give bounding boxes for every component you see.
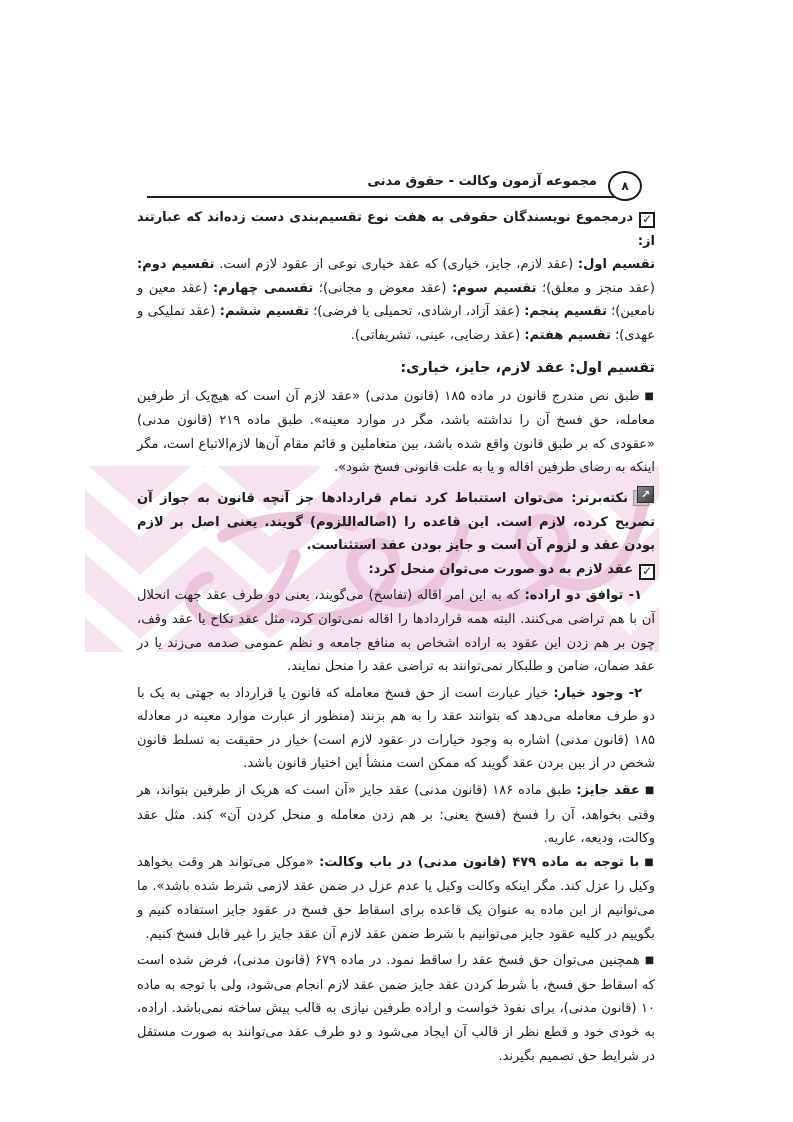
article-185-text: طبق نص مندرج قانون در ماده ۱۸۵ (قانون مدنی) «عقد لازم آن است که هیچ‌یک از طرفین معامله، حق فسخ آن را نداشته باشد، مگر در موارد معینه». طبق ماده ۲۱۹ (قانون مدنی) «عقودی که بر طبق قانون واقع شده باشد، بین متعاملین و قائم مقام آن‌ها لازم‌الاتباع است، مگر اینکه به رضای طرفین اقاله و یا به علت قانونی فسخ شود». <box>137 388 655 476</box>
item-2-paragraph <box>137 682 655 776</box>
square-bullet-icon: ■ <box>644 390 655 402</box>
page-number-badge <box>608 171 642 201</box>
item-1-text: ۱- توافق دو اراده: که به این امر اقاله (تفاسخ) می‌گویند، یعنی دو طرف عقد جهت انحلال آن با هم تراضی می‌کنند. البته همه قراردادها را اقاله نمی‌توان کرد، مثل عقد نکاح یا عقد وقف، چون بر هم زدن این عقود به اراده اشخاص به منافع جامعه و نظم عمومی صدمه می‌زند یا در عقد ضمان، ضامن و طلبکار نمی‌توانند به تراضی عقد را منحل نمایند. <box>137 588 655 675</box>
jayez-paragraph <box>137 779 655 851</box>
jayez-text: عقد جایز: طبق ماده ۱۸۶ (قانون مدنی) عقد جایز «آن است که هریک از طرفین بتواند، هر وقتی بخواهد، آن را فسخ (فسخ یعنی: بر هم زدن معامله و منحل کردن آن» کند. مثل عقد وکالت، ودیعه، عاریه. <box>137 783 655 847</box>
square-bullet-icon: ■ <box>644 955 655 967</box>
note-text: نکته‌برتر: می‌توان استنباط کرد تمام قراردادها جز آنچه قانون به جواز آن تصریح کرده، لازم است. این قاعده را (اصاله‌اللزوم) گویند. یعنی اصل بر لازم بودن عقد و لزوم آن است و جایز بودن عقد استثناست. <box>137 490 655 554</box>
article-185-paragraph <box>137 385 655 480</box>
square-bullet-icon: ■ <box>644 856 655 868</box>
dissolve-text: عقد لازم به دو صورت می‌توان منحل کرد: <box>368 561 633 577</box>
square-bullet-icon: ■ <box>644 785 655 797</box>
checked-checkbox-icon: ✓ <box>639 564 655 580</box>
page-content <box>137 206 655 1068</box>
page-header <box>0 168 793 202</box>
intro-line <box>137 206 655 253</box>
note-paragraph <box>137 486 655 558</box>
item-1-paragraph <box>137 584 655 678</box>
article-479-text: با توجه به ماده ۴۷۹ (قانون مدنی) در باب وکالت: «موکل می‌تواند هر وقت بخواهد وکیل را عزل کند. مگر اینکه وکالت وکیل یا عدم عزل در ضمن عقد لازمی شرط شده باشد». ما می‌توانیم از این ماده به عنوان یک قاعده برای اسقاط حق فسخ در عقود جایز استفاده کنیم و بگوییم در کلیه عقود جایز می‌توانیم با شرط ضمن عقد لازم آن عقد جایز را غیر قابل فسخ کنیم. <box>137 854 655 942</box>
page-number: ۸ <box>621 179 629 193</box>
article-679-paragraph <box>137 949 655 1068</box>
header-divider <box>147 196 615 198</box>
divisions-paragraph <box>137 253 655 347</box>
intro-text: درمجموع نویسندگان حقوقی به هفت نوع تقسیم‌بندی دست زده‌اند که عبارتند از: <box>137 210 655 249</box>
header-title: مجموعه آزمون وکالت - حقوق مدنی <box>367 174 597 189</box>
note-arrow-icon: ↗ <box>631 486 655 506</box>
section-heading: تقسیم اول: عقد لازم، جایز، خیاری: <box>400 359 655 376</box>
article-479-paragraph <box>137 851 655 946</box>
dissolve-line <box>137 558 655 582</box>
article-679-text: همچنین می‌توان حق فسخ عقد را ساقط نمود. در ماده ۶۷۹ (قانون مدنی)، فرض شده است که اسقاط حق فسخ، با شرط کردن عقد جایز ضمن عقد لازم انجام می‌شود، ولی با توجه به ماده ۱۰ (قانون مدنی)، برای نفوذ خواست و اراده طرفین نیازی به قالب پیش ساخته نمی‌باشد. اراده، به خودی خود و قطع نظر از قالب آن ایجاد می‌شود و دو طرف عقد می‌توانند به صورت مستقل در شرایط حق تصمیم بگیرند. <box>137 953 655 1064</box>
checked-checkbox-icon: ✓ <box>639 212 655 228</box>
divisions-text: تقسیم اول: (عقد لازم، جایز، خیاری) که عقد خیاری نوعی از عقود لازم است. تقسیم دوم: (عقد منجز و معلق)؛ تقسیم سوم: (عقد معوض و مجانی)؛ تقسمی چهارم: (عقد معین و نامعین)؛ تقسیم پنجم: (عقد آزاد، ارشادی، تحمیلی یا فرضی)؛ تقسیم ششم: (عقد تملیکی و عهدی)؛ تقسیم هفتم: (عقد رضایی، عینی، تشریفاتی). <box>137 257 655 343</box>
item-2-text: ۲- وجود خیار: خیار عبارت است از حق فسخ معامله که قانون یا قرارداد به جهتی به یک با دو طرف معامله می‌دهد که بتوانند عقد را به هم بزنند (منظور از عبارت موارد معینه در معادله ۱۸۵ (قانون مدنی) اشاره به وجود خیارات در عقود لازم است) خیار در حقیقت به تسلط قانون شخص در از بین بردن عقد گویند که ممکن است منشأ این اختیار قانون باشد. <box>137 685 655 772</box>
